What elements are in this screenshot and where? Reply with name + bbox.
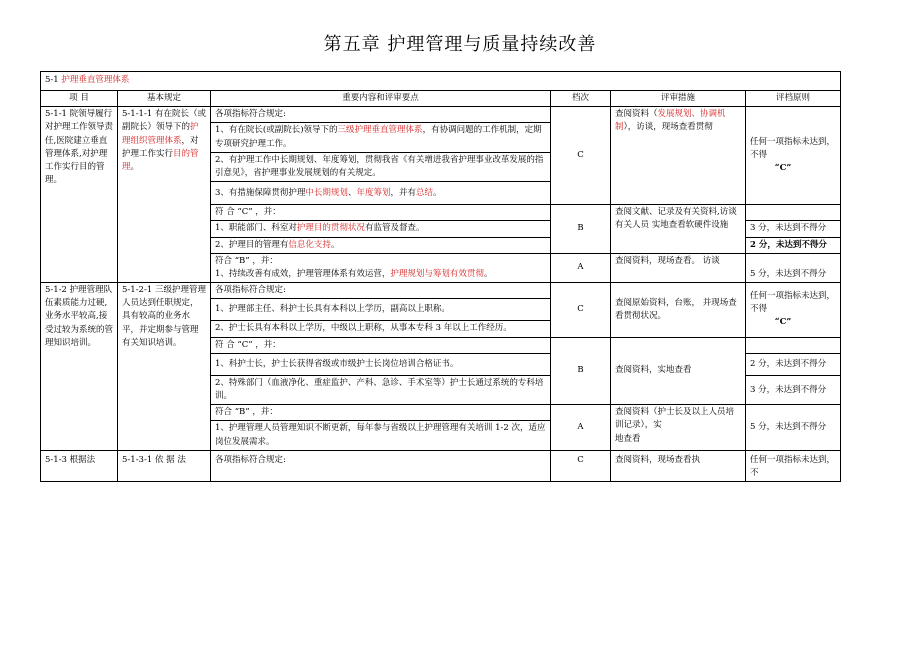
score-cell: 5 分，未达到不得分 [746, 253, 841, 282]
section-code: 5-1 [45, 75, 59, 85]
criteria-heading: 各项指标符合规定: [211, 450, 551, 481]
basic-rule-cell: 5-1-2-1 三级护理管理人员达到任职规定，具有较高的业务水平，并定期参与管理有关知识培训。 [118, 283, 211, 451]
principle-cell: 任何一项指标未达到，不得 “C” [746, 107, 841, 205]
criteria-item: 1、职能部门、科室对护理目的贯彻状况有监管及督查。 [211, 221, 551, 237]
header-item: 项 目 [41, 91, 118, 107]
grade-cell: A [551, 405, 611, 451]
basic-rule-cell: 5-1-1-1 有在院长（或副院长）领导下的护理组织管理体系，对护理工作实行目的管理。 [118, 107, 211, 283]
measures-cell: 查阅资料，现场查看。 访谈 [611, 253, 746, 282]
criteria-item: 2、有护理工作中长期规划、年度筹划，贯彻我省《有关增进我省护理事业改革发展的指引意见》，省护理事业发展规划的有关规定。 [211, 152, 551, 181]
header-content: 重要内容和评审要点 [211, 91, 551, 107]
criteria-heading: 符 合 “C” ，并： [211, 337, 551, 353]
grade-cell: C [551, 283, 611, 338]
grade-cell: B [551, 205, 611, 254]
criteria-item: 1、护理管理人员管理知识不断更新，每年参与省级以上护理管理有关培训 1-2 次，适应岗位发展需求。 [211, 421, 551, 450]
page-title: 第五章 护理管理与质量持续改善 [323, 34, 597, 55]
header-row [41, 91, 841, 107]
table-row [41, 450, 841, 481]
measures-cell: 查阅资料（护士长及以上人员培训记录），实 地查看 [611, 405, 746, 451]
criteria-heading: 各项指标符合规定: [211, 283, 551, 299]
section-row [41, 72, 841, 91]
principle-cell: 任何一项指标未达到，不得 “C” [746, 283, 841, 338]
criteria-heading: 符合 “B” ，并： [211, 405, 551, 421]
header-basic: 基本规定 [118, 91, 211, 107]
score-cell: 2 分，未达到不得分 [746, 237, 841, 253]
principle-cell [746, 205, 841, 221]
measures-cell: 查阅资料，现场查看执 [611, 450, 746, 481]
criteria-item: 3、有措施保障贯彻护理中长期规划、年度筹划，并有总结。 [211, 182, 551, 205]
evaluation-table [40, 71, 841, 482]
principle-cell [746, 337, 841, 353]
measures-cell: 查阅资料（发展规划、协调机制），访谈，现场查看贯彻 [611, 107, 746, 205]
score-cell: 5 分，未达到不得分 [746, 405, 841, 451]
measures-cell: 查阅资料，实地查看 [611, 337, 746, 405]
table-row [41, 283, 841, 299]
criteria-item: 2、护理目的管理有信息化支持。 [211, 237, 551, 253]
header-principle: 评档原则 [746, 91, 841, 107]
score-cell: 3 分，未达到不得分 [746, 375, 841, 404]
criteria-heading: 符 合 “C” ，并： [211, 205, 551, 221]
item-cell: 5-1-2 护理管理队伍素质能力过硬,业务水平较高,接受过较为系统的管理知识培训。 [41, 283, 118, 451]
section-title [41, 72, 841, 91]
grade-cell: B [551, 337, 611, 405]
grade-cell: C [551, 450, 611, 481]
item-cell: 5-1-1 院领导履行对护理工作领导责任,医院建立垂直管理体系,对护理工作实行目的管理。 [41, 107, 118, 283]
grade-cell: A [551, 253, 611, 282]
score-cell: 2 分，未达到不得分 [746, 353, 841, 375]
section-name: 护理垂直管理体系 [61, 75, 130, 85]
criteria-item: 1、护理部主任、科护士长具有本科以上学历，副高以上职称。 [211, 299, 551, 321]
principle-cell: 任何一项指标未达到，不 [746, 450, 841, 481]
score-cell: 3 分，未达到不得分 [746, 221, 841, 237]
criteria-item: 1、有在院长(或副院长)领导下的三级护理垂直管理体系，有协调问题的工作机制，定期专项研究护理工作。 [211, 123, 551, 152]
measures-cell: 查阅原始资料，台账， 并现场查看贯彻状况。 [611, 283, 746, 338]
grade-cell: C [551, 107, 611, 205]
criteria-heading: 各项指标符合规定: [211, 107, 551, 123]
measures-cell: 查阅文献、记录及有关资料,访谈有关人员 实地查看软硬件设施 [611, 205, 746, 254]
header-grade: 档次 [551, 91, 611, 107]
criteria-item: 2、特殊部门（血液净化、重症监护、产科、急诊、手术室等）护士长通过系统的专科培训。 [211, 375, 551, 404]
basic-rule-cell: 5-1-3-1 依 据 法 [118, 450, 211, 481]
item-cell: 5-1-3 根据法 [41, 450, 118, 481]
header-measures: 评审措施 [611, 91, 746, 107]
criteria-item: 2、护士长具有本科以上学历，中级以上职称，从事本专科 3 年以上工作经历。 [211, 321, 551, 337]
criteria-item: 1、科护士长，护士长获得省级或市级护士长岗位培训合格证书。 [211, 353, 551, 375]
criteria-heading: 符合 “B” ，并： 1、持续改善有成效，护理管理体系有效运营，护理规划与筹划有效贯彻。 [211, 253, 551, 282]
table-row [41, 107, 841, 123]
